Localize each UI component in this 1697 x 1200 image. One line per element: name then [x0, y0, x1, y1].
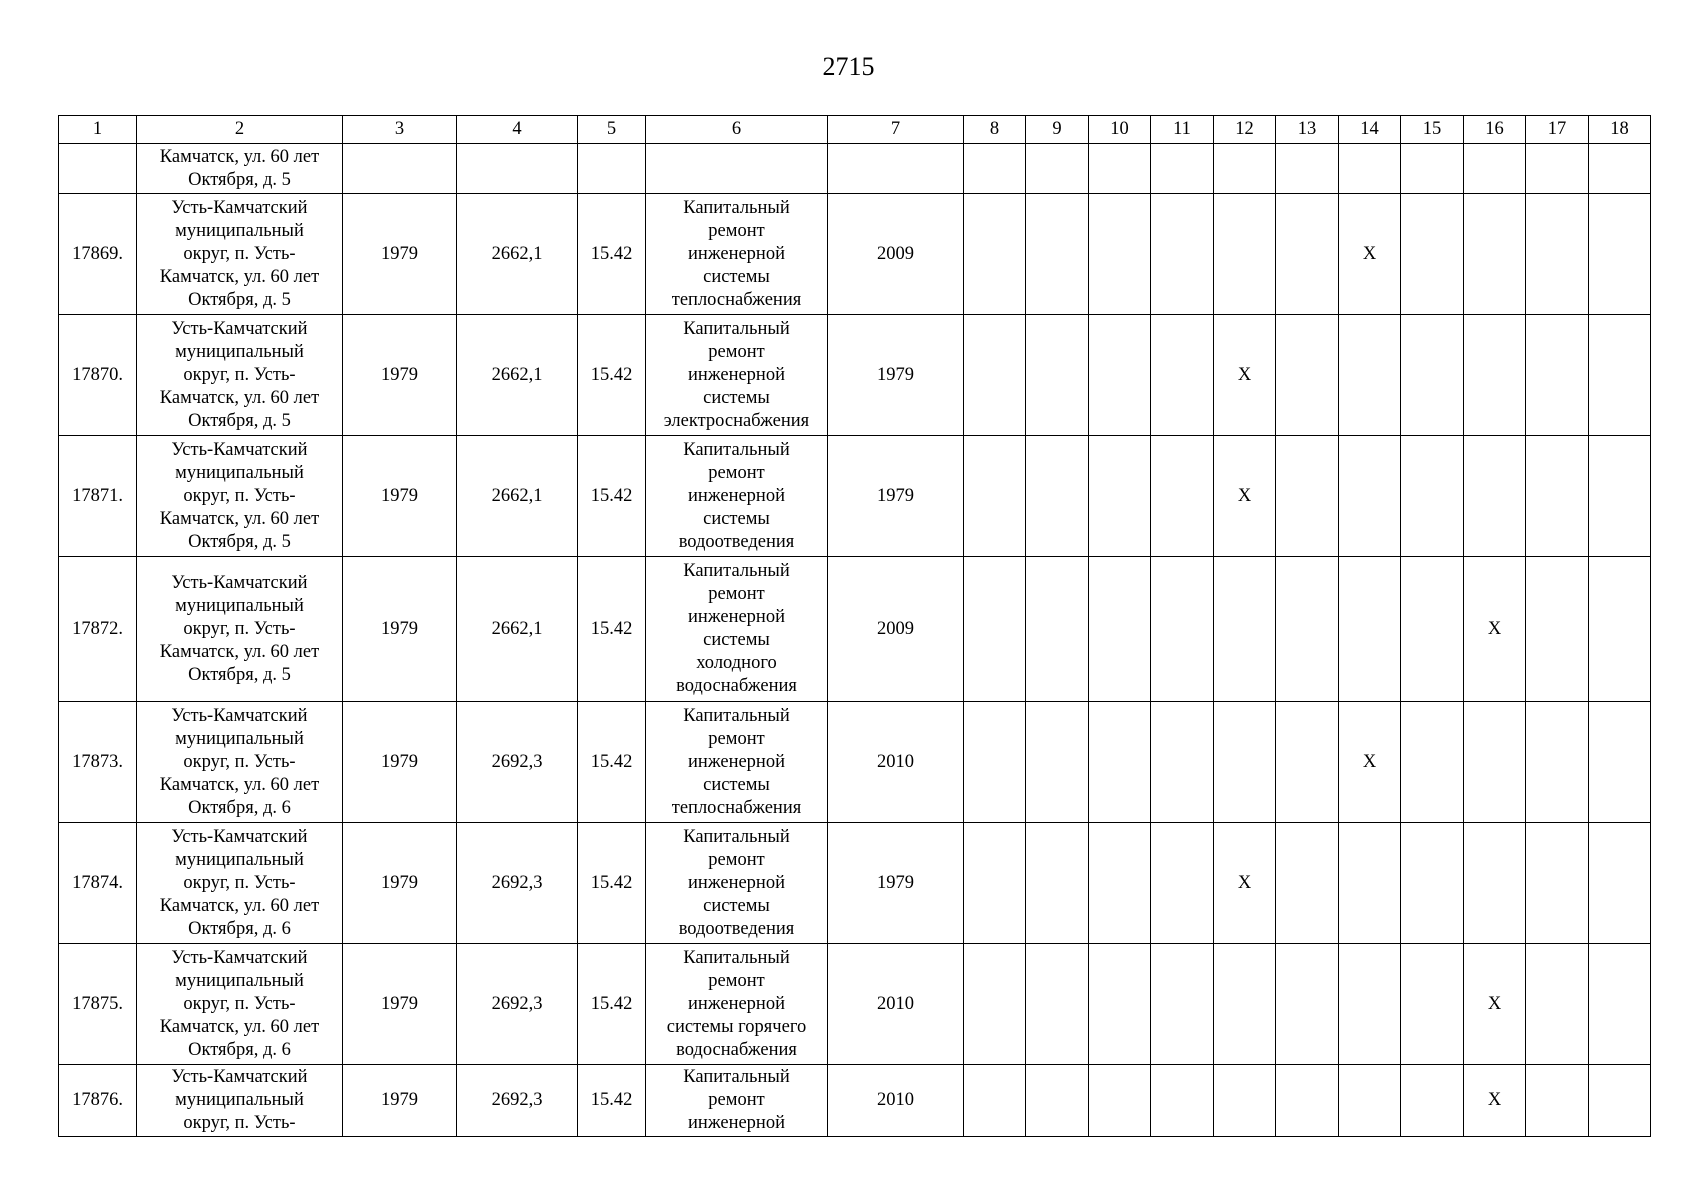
area-cell [457, 144, 578, 194]
empty-cell [1151, 194, 1214, 315]
table-row [59, 436, 1651, 557]
work-year-cell: 1979 [828, 315, 964, 436]
empty-cell [1026, 144, 1089, 194]
empty-cell [1151, 944, 1214, 1065]
empty-cell [964, 1065, 1026, 1137]
empty-cell [964, 823, 1026, 944]
code-cell: 15.42 [578, 702, 646, 823]
code-cell: 15.42 [578, 944, 646, 1065]
empty-cell [1089, 436, 1151, 557]
column-header-5: 5 [578, 116, 646, 144]
work-type-cell: Капитальный ремонт инженерной системы теплоснабжения [646, 702, 828, 823]
empty-cell [1401, 315, 1464, 436]
empty-cell [1589, 144, 1651, 194]
empty-cell [1089, 702, 1151, 823]
mark-cell: X [1214, 315, 1276, 436]
column-header-6: 6 [646, 116, 828, 144]
empty-cell [1276, 702, 1339, 823]
empty-cell [1464, 315, 1526, 436]
empty-cell [1214, 194, 1276, 315]
empty-cell [1464, 702, 1526, 823]
empty-cell [1214, 944, 1276, 1065]
empty-cell [1089, 194, 1151, 315]
empty-cell [964, 144, 1026, 194]
empty-cell [1089, 144, 1151, 194]
column-header-17: 17 [1526, 116, 1589, 144]
work-year-cell: 2010 [828, 702, 964, 823]
code-cell: 15.42 [578, 557, 646, 702]
empty-cell [1589, 1065, 1651, 1137]
column-header-15: 15 [1401, 116, 1464, 144]
empty-cell [1339, 823, 1401, 944]
row-number: 17870. [59, 315, 137, 436]
empty-cell [964, 194, 1026, 315]
empty-cell [1339, 315, 1401, 436]
build-year-cell: 1979 [343, 436, 457, 557]
empty-cell [1589, 702, 1651, 823]
empty-cell [964, 557, 1026, 702]
column-header-4: 4 [457, 116, 578, 144]
empty-cell [1589, 557, 1651, 702]
area-cell: 2662,1 [457, 315, 578, 436]
empty-cell [1464, 144, 1526, 194]
empty-cell [1526, 144, 1589, 194]
area-cell: 2692,3 [457, 823, 578, 944]
address-cell: Усть-Камчатский муниципальный округ, п. Усть- Камчатск, ул. 60 лет Октября, д. 5 [137, 194, 343, 315]
empty-cell [1526, 823, 1589, 944]
table-row [59, 1065, 1651, 1137]
column-header-9: 9 [1026, 116, 1089, 144]
empty-cell [1464, 436, 1526, 557]
empty-cell [1089, 1065, 1151, 1137]
table-row [59, 144, 1651, 194]
empty-cell [1026, 702, 1089, 823]
empty-cell [1276, 144, 1339, 194]
empty-cell [1526, 702, 1589, 823]
address-cell: Усть-Камчатский муниципальный округ, п. Усть- Камчатск, ул. 60 лет Октября, д. 5 [137, 315, 343, 436]
row-number: 17871. [59, 436, 137, 557]
column-header-18: 18 [1589, 116, 1651, 144]
empty-cell [1339, 557, 1401, 702]
empty-cell [1526, 944, 1589, 1065]
empty-cell [1339, 436, 1401, 557]
column-header-8: 8 [964, 116, 1026, 144]
empty-cell [1214, 702, 1276, 823]
header-row [59, 116, 1651, 144]
code-cell: 15.42 [578, 315, 646, 436]
empty-cell [1276, 194, 1339, 315]
work-type-cell: Капитальный ремонт инженерной системы водоотведения [646, 436, 828, 557]
empty-cell [1214, 1065, 1276, 1137]
code-cell: 15.42 [578, 823, 646, 944]
empty-cell [1589, 436, 1651, 557]
registry-table [58, 115, 1651, 1137]
empty-cell [1089, 557, 1151, 702]
area-cell: 2662,1 [457, 194, 578, 315]
address-cell: Усть-Камчатский муниципальный округ, п. Усть- Камчатск, ул. 60 лет Октября, д. 6 [137, 944, 343, 1065]
empty-cell [1526, 194, 1589, 315]
empty-cell [1214, 144, 1276, 194]
empty-cell [1276, 557, 1339, 702]
build-year-cell: 1979 [343, 944, 457, 1065]
mark-cell: X [1214, 436, 1276, 557]
address-cell: Усть-Камчатский муниципальный округ, п. Усть- [137, 1065, 343, 1137]
address-cell: Усть-Камчатский муниципальный округ, п. Усть- Камчатск, ул. 60 лет Октября, д. 6 [137, 823, 343, 944]
empty-cell [1526, 315, 1589, 436]
address-cell: Усть-Камчатский муниципальный округ, п. Усть- Камчатск, ул. 60 лет Октября, д. 5 [137, 557, 343, 702]
empty-cell [1151, 315, 1214, 436]
empty-cell [1151, 144, 1214, 194]
empty-cell [1401, 557, 1464, 702]
row-number: 17876. [59, 1065, 137, 1137]
empty-cell [1401, 194, 1464, 315]
row-number: 17874. [59, 823, 137, 944]
empty-cell [1401, 702, 1464, 823]
table-row [59, 194, 1651, 315]
empty-cell [1526, 557, 1589, 702]
work-type-cell: Капитальный ремонт инженерной системы теплоснабжения [646, 194, 828, 315]
empty-cell [1589, 315, 1651, 436]
empty-cell [1151, 557, 1214, 702]
empty-cell [1339, 1065, 1401, 1137]
row-number: 17872. [59, 557, 137, 702]
work-type-cell [646, 144, 828, 194]
code-cell [578, 144, 646, 194]
work-year-cell: 2009 [828, 557, 964, 702]
mark-cell: X [1464, 557, 1526, 702]
column-header-3: 3 [343, 116, 457, 144]
empty-cell [1276, 436, 1339, 557]
mark-cell: X [1339, 702, 1401, 823]
column-header-11: 11 [1151, 116, 1214, 144]
mark-cell: X [1464, 1065, 1526, 1137]
empty-cell [1589, 823, 1651, 944]
column-header-14: 14 [1339, 116, 1401, 144]
empty-cell [1026, 1065, 1089, 1137]
work-year-cell: 1979 [828, 823, 964, 944]
empty-cell [1276, 315, 1339, 436]
empty-cell [1464, 823, 1526, 944]
empty-cell [1214, 557, 1276, 702]
column-header-12: 12 [1214, 116, 1276, 144]
mark-cell: X [1464, 944, 1526, 1065]
area-cell: 2692,3 [457, 944, 578, 1065]
empty-cell [1151, 436, 1214, 557]
work-type-cell: Капитальный ремонт инженерной системы холодного водоснабжения [646, 557, 828, 702]
empty-cell [1089, 823, 1151, 944]
work-year-cell: 2010 [828, 1065, 964, 1137]
build-year-cell: 1979 [343, 702, 457, 823]
empty-cell [1589, 944, 1651, 1065]
code-cell: 15.42 [578, 436, 646, 557]
table-row [59, 557, 1651, 702]
column-header-1: 1 [59, 116, 137, 144]
build-year-cell: 1979 [343, 823, 457, 944]
page-number: 2715 [822, 52, 875, 81]
empty-cell [1589, 194, 1651, 315]
empty-cell [1339, 944, 1401, 1065]
work-type-cell: Капитальный ремонт инженерной [646, 1065, 828, 1137]
build-year-cell: 1979 [343, 557, 457, 702]
work-type-cell: Капитальный ремонт инженерной системы горячего водоснабжения [646, 944, 828, 1065]
empty-cell [1026, 944, 1089, 1065]
table-row [59, 315, 1651, 436]
empty-cell [1464, 194, 1526, 315]
code-cell: 15.42 [578, 194, 646, 315]
address-cell: Усть-Камчатский муниципальный округ, п. Усть- Камчатск, ул. 60 лет Октября, д. 6 [137, 702, 343, 823]
build-year-cell: 1979 [343, 1065, 457, 1137]
empty-cell [1151, 702, 1214, 823]
empty-cell [1276, 1065, 1339, 1137]
empty-cell [1151, 1065, 1214, 1137]
empty-cell [1401, 1065, 1464, 1137]
area-cell: 2662,1 [457, 436, 578, 557]
empty-cell [1026, 194, 1089, 315]
empty-cell [964, 702, 1026, 823]
empty-cell [1526, 436, 1589, 557]
empty-cell [1526, 1065, 1589, 1137]
empty-cell [1276, 823, 1339, 944]
column-header-10: 10 [1089, 116, 1151, 144]
work-type-cell: Капитальный ремонт инженерной системы электроснабжения [646, 315, 828, 436]
work-year-cell [828, 144, 964, 194]
row-number: 17869. [59, 194, 137, 315]
empty-cell [1401, 823, 1464, 944]
code-cell: 15.42 [578, 1065, 646, 1137]
table-body [59, 144, 1651, 1137]
work-year-cell: 1979 [828, 436, 964, 557]
column-header-13: 13 [1276, 116, 1339, 144]
empty-cell [1026, 557, 1089, 702]
empty-cell [964, 315, 1026, 436]
row-number: 17873. [59, 702, 137, 823]
address-cell: Усть-Камчатский муниципальный округ, п. Усть- Камчатск, ул. 60 лет Октября, д. 5 [137, 436, 343, 557]
mark-cell: X [1339, 194, 1401, 315]
area-cell: 2692,3 [457, 1065, 578, 1137]
empty-cell [1401, 944, 1464, 1065]
empty-cell [1089, 944, 1151, 1065]
empty-cell [1339, 144, 1401, 194]
row-number: 17875. [59, 944, 137, 1065]
work-year-cell: 2010 [828, 944, 964, 1065]
column-header-7: 7 [828, 116, 964, 144]
build-year-cell: 1979 [343, 194, 457, 315]
work-type-cell: Капитальный ремонт инженерной системы водоотведения [646, 823, 828, 944]
table-row [59, 944, 1651, 1065]
empty-cell [1401, 144, 1464, 194]
empty-cell [964, 944, 1026, 1065]
empty-cell [1151, 823, 1214, 944]
empty-cell [964, 436, 1026, 557]
empty-cell [1026, 315, 1089, 436]
area-cell: 2662,1 [457, 557, 578, 702]
work-year-cell: 2009 [828, 194, 964, 315]
build-year-cell [343, 144, 457, 194]
address-cell: Камчатск, ул. 60 лет Октября, д. 5 [137, 144, 343, 194]
empty-cell [1401, 436, 1464, 557]
empty-cell [1089, 315, 1151, 436]
column-header-16: 16 [1464, 116, 1526, 144]
empty-cell [1276, 944, 1339, 1065]
table-row [59, 702, 1651, 823]
table-row [59, 823, 1651, 944]
empty-cell [1026, 823, 1089, 944]
build-year-cell: 1979 [343, 315, 457, 436]
row-number [59, 144, 137, 194]
mark-cell: X [1214, 823, 1276, 944]
column-header-2: 2 [137, 116, 343, 144]
area-cell: 2692,3 [457, 702, 578, 823]
empty-cell [1026, 436, 1089, 557]
